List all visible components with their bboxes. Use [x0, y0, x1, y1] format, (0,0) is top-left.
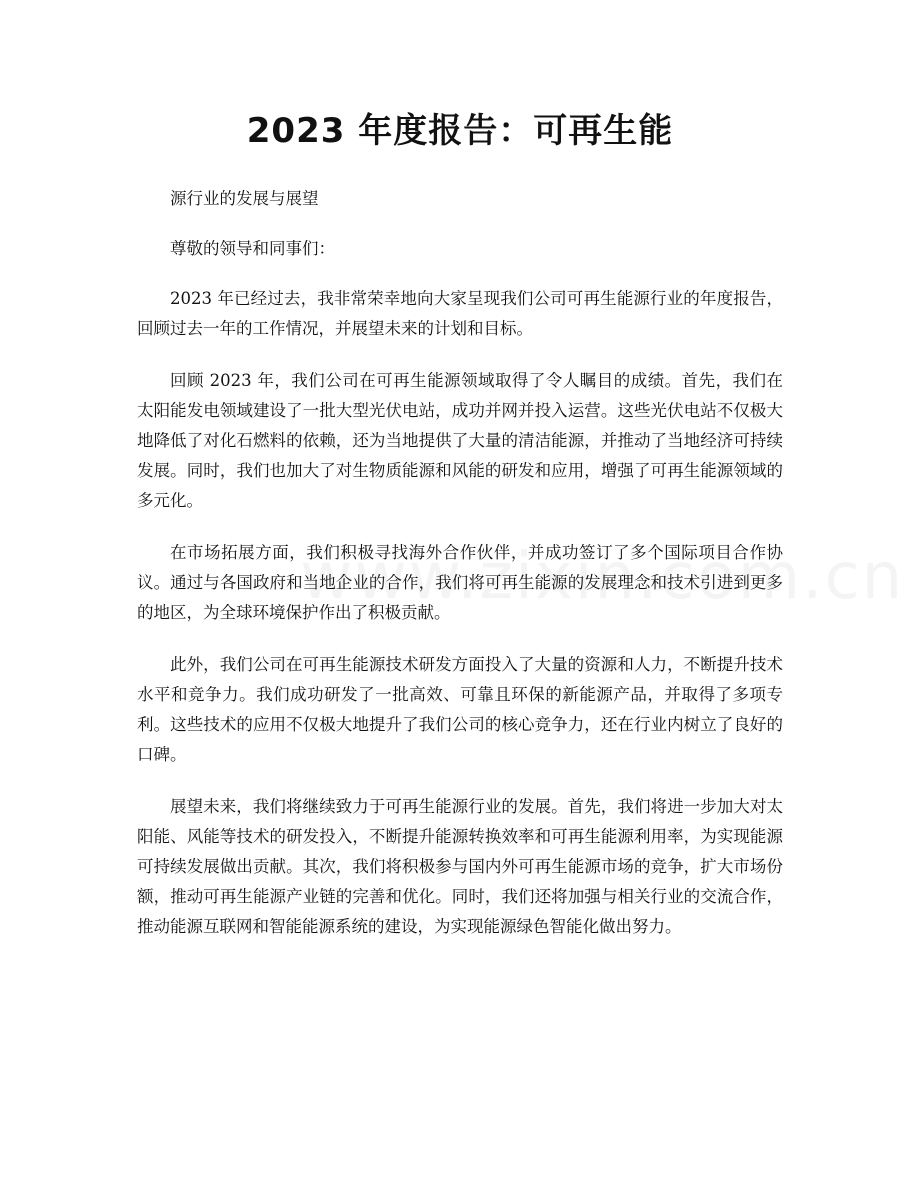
body-paragraph: 展望未来，我们将继续致力于可再生能源行业的发展。首先，我们将进一步加大对太阳能、风能等技术的研发投入，不断提升能源转换效率和可再生能源利用率，为实现能源可持续发展做出贡献。其次，我们将积极参与国内外可再生能源市场的竞争，扩大市场份额，推动可再生能源产业链的完善和优化。同时，我们还将加强与相关行业的交流合作，推动能源互联网和智能能源系统的建设，为实现能源绿色智能化做出努力。 — [137, 797, 783, 936]
body-paragraph: 此外，我们公司在可再生能源技术研发方面投入了大量的资源和人力，不断提升技术水平和竞争力。我们成功研发了一批高效、可靠且环保的新能源产品，并取得了多项专利。这些技术的应用不仅极大地提升了我们公司的核心竞争力，还在行业内树立了良好的口碑。 — [137, 655, 783, 764]
body-paragraph: 在市场拓展方面，我们积极寻找海外合作伙伴，并成功签订了多个国际项目合作协议。通过与各国政府和当地企业的合作，我们将可再生能源的发展理念和技术引进到更多的地区，为全球环境保护作出了积极贡献。 — [137, 543, 783, 622]
document-body — [137, 184, 783, 964]
subtitle-paragraph: 源行业的发展与展望 — [170, 189, 319, 208]
salutation-paragraph: 尊敬的领导和同事们： — [170, 239, 335, 258]
body-paragraph: 2023 年已经过去，我非常荣幸地向大家呈现我们公司可再生能源行业的年度报告，回顾过去一年的工作情况，并展望未来的计划和目标。 — [137, 289, 783, 338]
document-title: 2023 年度报告：可再生能 — [246, 111, 674, 151]
body-paragraph: 回顾 2023 年，我们公司在可再生能源领域取得了令人瞩目的成绩。首先，我们在太阳能发电领域建设了一批大型光伏电站，成功并网并投入运营。这些光伏电站不仅极大地降低了对化石燃料的依赖，还为当地提供了大量的清洁能源，并推动了当地经济可持续发展。同时，我们也加大了对生物质能源和风能的研发和应用，增强了可再生能源领域的多元化。 — [137, 371, 783, 510]
